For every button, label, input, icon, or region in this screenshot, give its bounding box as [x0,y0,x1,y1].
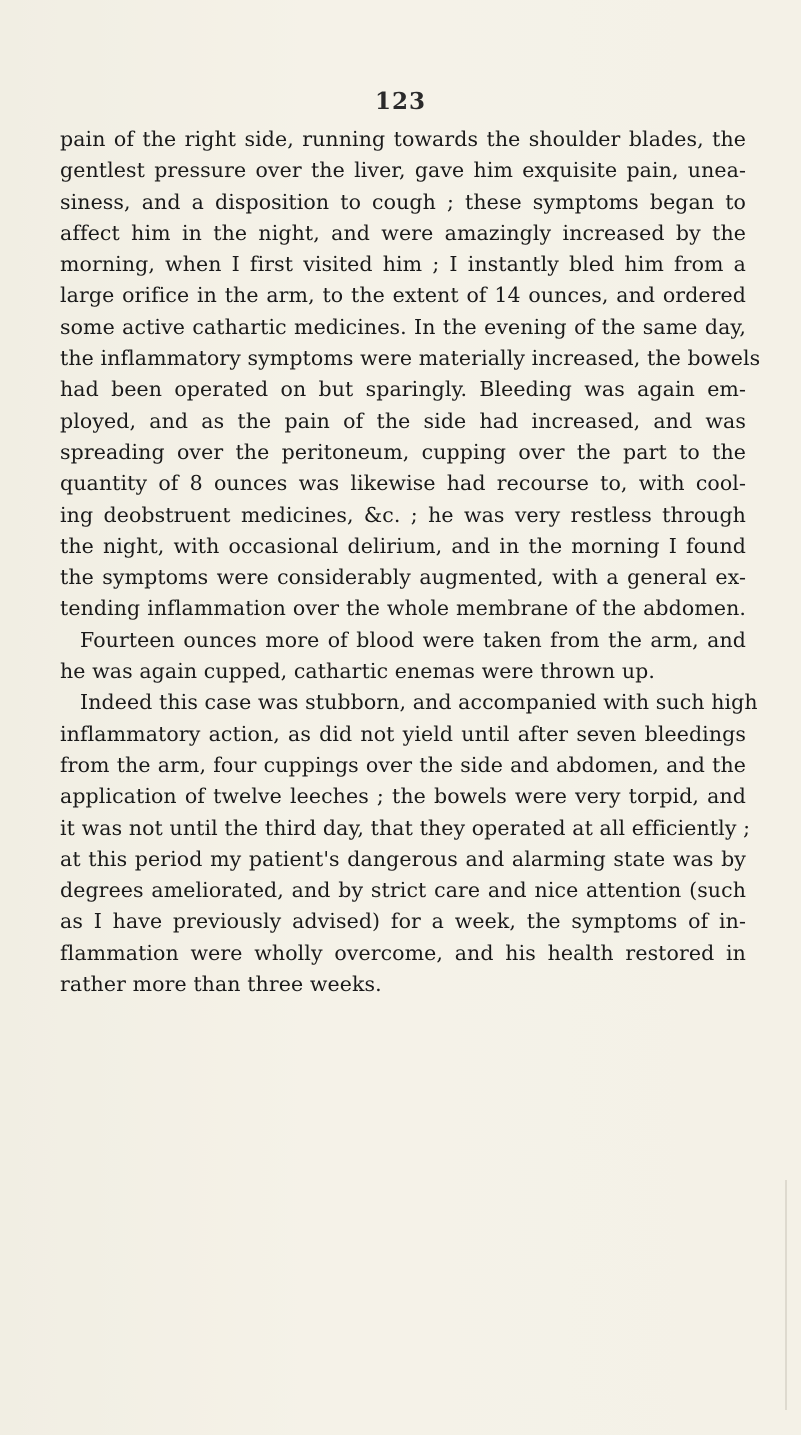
text-line: affect him in the night, and were amazingly increased by the [60,220,746,245]
text-line: at this period my patient's dangerous and alarming state was by [60,846,746,871]
text-line: ing deobstruent medicines, &c. ; he was very restless through [60,502,746,527]
page-number: 123 [374,88,426,115]
text-line: Fourteen ounces more of blood were taken from the arm, and [80,627,746,652]
text-line: as I have previously advised) for a week, the symptoms of in- [60,909,746,934]
text-line: he was again cupped, cathartic enemas were thrown up. [60,659,655,684]
text-line: tending inflammation over the whole membrane of the abdomen. [60,596,746,621]
text-line: quantity of 8 ounces was likewise had recourse to, with cool- [60,471,746,496]
text-line: degrees ameliorated, and by strict care and nice attention (such [60,878,746,903]
page-edge-shadow [785,1180,787,1410]
text-line: large orifice in the arm, to the extent of 14 ounces, and ordered [60,283,746,308]
text-line: application of twelve leeches ; the bowels were very torpid, and [60,784,746,809]
text-line: rather more than three weeks. [60,972,382,997]
text-line: the symptoms were considerably augmented, with a general ex- [60,565,746,590]
text-line: flammation were wholly overcome, and his health restored in [60,940,746,965]
text-line: inflammatory action, as did not yield until after seven bleedings [60,721,746,746]
body-text [60,124,761,1000]
text-line: the night, with occasional delirium, and in the morning I found [60,533,746,558]
text-line: siness, and a disposition to cough ; these symptoms began to [60,189,746,214]
text-line: spreading over the peritoneum, cupping over the part to the [60,439,746,464]
text-line: had been operated on but sparingly. Bleeding was again em- [60,377,746,402]
text-line: morning, when I first visited him ; I instantly bled him from a [60,252,746,277]
text-line: ployed, and as the pain of the side had increased, and was [60,408,746,433]
text-line: gentlest pressure over the liver, gave him exquisite pain, unea- [60,158,746,183]
text-line: from the arm, four cuppings over the side and abdomen, and the [60,752,746,777]
text-line: pain of the right side, running towards the shoulder blades, the [60,127,746,151]
text-line: it was not until the third day, that they operated at all efficiently ; [60,815,751,840]
text-line: Indeed this case was stubborn, and accompanied with such high [80,690,758,715]
text-line: some active cathartic medicines. In the evening of the same day, [60,314,746,339]
text-line: the inflammatory symptoms were materially increased, the bowels [60,346,761,371]
